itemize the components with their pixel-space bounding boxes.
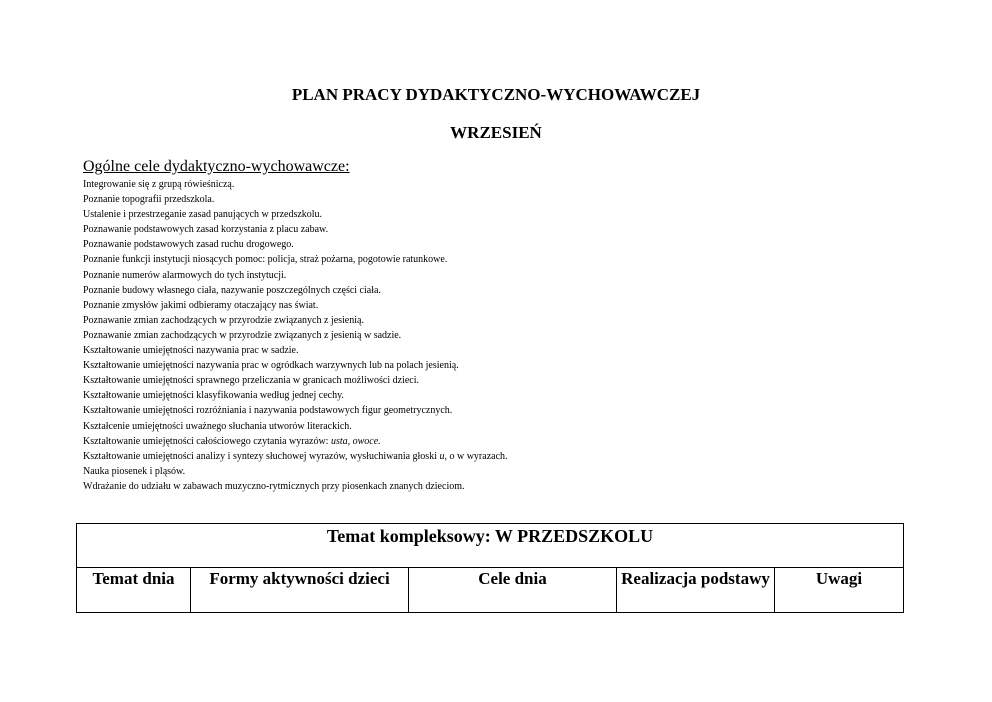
goal-item: Poznawanie podstawowych zasad ruchu drogowego. — [83, 239, 294, 251]
goal-item-analysis-sound-o: o — [449, 450, 455, 462]
goal-item: Kształtowanie umiejętności sprawnego przeliczania w granicach możliwości dzieci. — [83, 375, 419, 387]
goal-item-analysis-prefix: Kształtowanie umiejętności analizy i syntezy słuchowej wyrazów, wysłuchiwania głoski — [83, 450, 440, 462]
goal-item: Kształtowanie umiejętności nazywania prac w sadzie. — [83, 345, 299, 357]
document-month: WRZESIEŃ — [450, 123, 542, 142]
goal-item: Poznanie funkcji instytucji niosących pomoc: policja, straż pożarna, pogotowie ratunkowe. — [83, 254, 448, 266]
goal-item: Poznawanie podstawowych zasad korzystania z placu zabaw. — [83, 224, 329, 236]
header-row — [77, 568, 904, 613]
goal-item: Poznawanie zmian zachodzących w przyrodzie związanych z jesienią. — [83, 314, 364, 326]
goal-item: Ustalenie i przestrzeganie zasad panujących w przedszkolu. — [83, 209, 323, 221]
goal-item-reading-words: usta, owoce. — [330, 435, 381, 447]
goal-item: Kształtowanie umiejętności rozróżniania i nazywania podstawowych figur geometrycznych. — [83, 405, 453, 417]
goal-item-analysis — [83, 449, 943, 464]
goal-item: Poznanie topografii przedszkola. — [83, 194, 215, 206]
header-curriculum: Realizacja podstawy — [617, 568, 775, 613]
complex-topic-cell: Temat kompleksowy: W PRZEDSZKOLU — [77, 524, 904, 568]
goals-heading: Ogólne cele dydaktyczno-wychowawcze: — [83, 158, 350, 175]
goals-list — [83, 177, 943, 494]
topic-row — [77, 524, 904, 568]
goal-item-analysis-sound-u: u — [439, 450, 445, 462]
goal-item-analysis-suffix: w wyrazach. — [454, 450, 508, 462]
goal-item: Kształtowanie umiejętności klasyfikowania według jednej cechy. — [83, 390, 344, 402]
header-day-topic: Temat dnia — [77, 568, 191, 613]
header-activity-forms: Formy aktywności dzieci — [191, 568, 409, 613]
goal-item: Poznanie numerów alarmowych do tych instytucji. — [83, 269, 287, 281]
header-notes: Uwagi — [775, 568, 904, 613]
goal-item: Integrowanie się z grupą rówieśniczą. — [83, 179, 235, 190]
goal-item-reading-prefix: Kształtowanie umiejętności całościowego czytania wyrazów: — [83, 435, 331, 447]
goal-item: Poznanie budowy własnego ciała, nazywanie poszczególnych części ciała. — [83, 284, 381, 296]
plan-table — [76, 523, 904, 613]
goal-item-reading — [83, 434, 943, 449]
document-title: PLAN PRACY DYDAKTYCZNO-WYCHOWAWCZEJ — [291, 85, 701, 104]
goal-item-analysis-separator: , — [444, 450, 450, 462]
header-day-goals: Cele dnia — [409, 568, 617, 613]
goal-item: Nauka piosenek i pląsów. — [83, 465, 186, 477]
goal-item: Poznanie zmysłów jakimi odbieramy otaczający nas świat. — [83, 299, 319, 311]
goal-item: Kształcenie umiejętności uważnego słuchania utworów literackich. — [83, 420, 352, 432]
goal-item: Poznawanie zmian zachodzących w przyrodzie związanych z jesienią w sadzie. — [83, 329, 402, 341]
goal-item: Kształtowanie umiejętności nazywania prac w ogródkach warzywnych lub na polach jesienią. — [83, 360, 459, 372]
goal-item: Wdrażanie do udziału w zabawach muzyczno-rytmicznych przy piosenkach znanych dzieciom. — [83, 480, 465, 492]
